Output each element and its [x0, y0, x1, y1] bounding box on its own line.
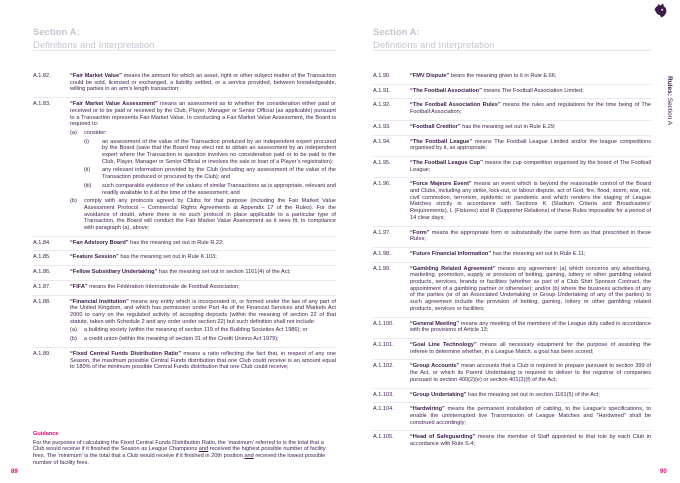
definition-text — [410, 321, 651, 334]
right-header-rule — [373, 50, 651, 51]
definition-body: means all necessary equipment for the purpose of assisting the referee to determine whether, in a League Match, a goal has been scored; — [410, 341, 651, 355]
defined-term: “The Football Association” — [410, 87, 482, 94]
definition-row — [33, 296, 336, 348]
sub-clause-text: a credit union (within the meaning of section 31 of the Credit Unions Act 1979); — [84, 336, 279, 343]
clause-number: A.1.85. — [33, 254, 51, 261]
clause-number: A.1.89. — [33, 350, 51, 357]
definition-body: means the Fédération Internationale de Football Association; — [87, 283, 240, 290]
definition-row — [373, 403, 651, 431]
definition-body: means The Football Association Limited; — [481, 87, 584, 94]
clause-number: A.1.99. — [373, 265, 391, 272]
definition-text — [410, 406, 651, 426]
definition-body: means The Football League Limited and/or the league competitions organised by it, as appropriate; — [410, 138, 652, 152]
clause-number: A.1.87. — [33, 283, 51, 290]
sub-clause — [70, 198, 336, 232]
defined-term: “Financial Institution” — [70, 298, 129, 305]
definition-text — [410, 160, 651, 173]
definition-body: means the rules and regulations for the time being of The Football Association; — [410, 102, 651, 116]
defined-term: “Football Creditor” — [410, 123, 461, 130]
defined-term: “General Meeting” — [410, 320, 460, 327]
sub-clause-label: (a) — [70, 327, 77, 334]
definition-text — [410, 266, 651, 313]
definition-body: has the meaning set out in Rule E.11; — [491, 250, 586, 257]
sub-clause — [70, 327, 336, 334]
sub-clause-label: (i) — [84, 138, 89, 145]
side-tab-rules-label: Rules: — [666, 76, 673, 96]
sub-sub-clause — [70, 167, 336, 180]
clause-number: A.1.96. — [373, 181, 391, 188]
definition-body: means any entity which is incorporated in, or formed under the law of any part of the United Kingdom, and which has permission under Part 4a of the Financial Services and Markets Act 2000 to carry on the regulated activity of accepting deposits (within the meaning of section 22 of that statute, taken with Schedule 2 and any order under section 22) but such definition shall not include: — [70, 298, 336, 325]
defined-term: “Hardwiring” — [410, 406, 445, 413]
definition-body: has the meaning set out in Rule E.29; — [460, 123, 556, 130]
sub-clause-text: consider: — [84, 129, 107, 136]
definition-row — [373, 85, 651, 100]
sub-clause-text: a building society (within the meaning of section 119 of the Building Societies Act 1986); or — [84, 327, 308, 334]
left-header-title: Section A: — [33, 27, 80, 38]
definition-body: means a ratio reflecting the fact that, in respect of any one Season, the maximum possible Central Funds distribution that one Club could receive is an amount equal to 180% of the minimum possible Central Funds distribution that one Club could receive; — [70, 350, 336, 371]
defined-term: “Fair Market Value Assessment” — [70, 101, 158, 108]
definition-text — [70, 73, 336, 93]
defined-term: “Fixed Central Funds Distribution Ratio” — [70, 350, 181, 357]
definition-text — [410, 392, 651, 399]
definition-body: bears the meaning given to it in Rule E.66; — [449, 73, 557, 79]
definition-row — [373, 178, 651, 226]
definition-row — [33, 348, 336, 375]
clause-number: A.1.92. — [373, 102, 391, 109]
definition-body: has the meaning set out in Rule R.22; — [128, 239, 224, 246]
definition-body: means the member of Staff appointed to that role by each Club in accordance with Rule S.4; — [410, 434, 651, 448]
definition-text — [410, 363, 651, 383]
definition-text — [410, 181, 651, 221]
definition-row — [33, 70, 336, 98]
clause-number: A.1.95. — [373, 159, 391, 166]
definition-row — [373, 389, 651, 404]
sub-clause-label: (b) — [70, 198, 77, 205]
definition-text — [70, 269, 336, 276]
definition-row — [373, 431, 651, 451]
left-definitions-column — [33, 70, 336, 375]
defined-term: “FIFA” — [70, 283, 88, 290]
definition-text — [70, 240, 336, 247]
sub-sub-clause — [70, 139, 336, 166]
definition-body: means the cup competition organised by the board of The Football League; — [410, 159, 651, 173]
defined-term: “Group Accounts” — [410, 363, 460, 370]
clause-number: A.1.86. — [33, 269, 51, 276]
definition-row — [373, 99, 651, 120]
clause-number: A.1.88. — [33, 298, 51, 305]
left-header-subtitle: Definitions and Interpretation — [33, 40, 155, 51]
definition-row — [373, 248, 651, 263]
sub-clause-label: (ii) — [84, 167, 91, 174]
definition-row — [373, 318, 651, 339]
side-section-tab[interactable] — [663, 76, 675, 136]
defined-term: “The Football League Cup” — [410, 159, 483, 166]
definition-text — [70, 284, 336, 291]
definition-body: means an event which is beyond the reasonable control of the Board and Clubs, including any strike, lock-out, or labour dispute, act of God, fire, flood, storm, war, riot, civil commotion, terrorism, epidemic or pandemic and which renders the staging of League Matches strictly in accordance with Sections K (Stadium Criteria and Broadcasters’ Requirements), L (Fixtures) and R (Supporter Relations) of these Rules impossible for a period of 14 clear days; — [410, 181, 652, 221]
definition-body: has the meaning set out in Rule K.103; — [118, 254, 217, 261]
clause-number: A.1.98. — [373, 250, 391, 257]
guidance-title: Guidance — [33, 431, 59, 437]
definition-text — [410, 88, 651, 95]
definition-body: means the permanent installation of cabling, to the League’s specifications, to enable the uninterrupted live Transmission of League Matches and “Hardwired” shall be construed accordingly; — [410, 406, 651, 426]
defined-term: “Group Undertaking” — [410, 391, 467, 398]
definition-row — [33, 266, 336, 281]
definition-row — [373, 157, 651, 178]
clause-number: A.1.102. — [373, 363, 394, 370]
defined-term: “Feature Session” — [70, 254, 119, 261]
definition-row — [33, 251, 336, 266]
left-page-header — [33, 27, 154, 51]
definition-body: mean accounts that a Club is required to prepare pursuant to section 399 of the Act, or which its Parent Undertaking is required to deliver to the registrar of companies pursuant to section 400(2)(e) or section 401(2)(f) of the Act; — [410, 363, 651, 383]
definition-body: has the meaning set out in section 1161(5) of the Act; — [466, 391, 600, 398]
defined-term: “Head of Safeguarding” — [410, 434, 476, 441]
defined-term: “Goal Line Technology” — [410, 341, 477, 348]
sub-clause-label: (iii) — [84, 182, 92, 189]
definition-text — [410, 73, 651, 80]
definition-text — [70, 351, 336, 371]
sub-clause-label: (a) — [70, 129, 77, 136]
clause-number: A.1.101. — [373, 341, 394, 348]
sub-clause-text: comply with any protocols agreed by Clubs for that purpose (including the Fair Market Value Assessment Protocol – Commercial Rights Agreements at Appendix 17 of the Rules). For the avoidance of doubt, where there is no such protocol in place applicable to a particular type of Transaction, the Board will conduct the Fair Market Value Assessment as it sees fit, in compliance with paragraph (a), above; — [84, 198, 336, 232]
defined-term: “Future Financial Information” — [410, 250, 492, 257]
definition-row — [33, 281, 336, 296]
sub-clause-text: any relevant information provided by the Club (including any assessment of the value of the Transaction produced or procured by the Club); and — [102, 167, 336, 181]
right-header-title: Section A: — [373, 27, 420, 38]
clause-number: A.1.84. — [33, 239, 51, 246]
definition-row — [373, 360, 651, 388]
clause-number: A.1.91. — [373, 87, 391, 94]
right-page-header — [373, 27, 494, 51]
clause-number: A.1.105. — [373, 434, 394, 441]
definition-text — [70, 254, 336, 261]
definition-body: means any agreement: (a) which concerns any advertising, marketing, promotion, supply or provision of betting, gaming, lottery or other gambling related products, services, brands or facilities (whether as part of a Club Shirt Sponsor Contract, the appointment of a gambling partner or otherwise); and/or (b) where the business activities of any of the parties (or of an Associated Undertaking or Group Undertaking of any of the parties) to such agreement include the provision of betting, gaming, lottery or other gambling related products, services or facilities; — [410, 265, 651, 312]
defined-term: “The Football Association Rules” — [410, 102, 501, 109]
right-page-number: 90 — [660, 469, 667, 475]
guidance-note — [33, 431, 336, 467]
definition-body: means an assessment as to whether the consideration either paid or received or to be paid or received by the Club, Player, Manager or Senior Official (as applicable) pursuant to a Transaction represents Fair Market Value. In conducting a Fair Market Value Assessment, the Board is required to: — [70, 101, 336, 128]
sub-clause — [70, 336, 336, 343]
definition-row — [373, 227, 651, 248]
sub-clause-text: such comparable evidence of the values of similar Transactions as is appropriate, relevant and readily available to it at the time of the assessment; and — [102, 182, 336, 196]
clause-number: A.1.82. — [33, 73, 51, 79]
definition-text — [410, 434, 651, 447]
definition-text — [70, 101, 336, 232]
definition-row — [373, 70, 651, 85]
definition-row — [373, 263, 651, 318]
defined-term: “Force Majeure Event” — [410, 181, 472, 188]
right-definitions-column — [373, 70, 651, 452]
defined-term: “Fan Advisory Board” — [70, 239, 129, 246]
defined-term: “Fellow Subsidiary Undertaking” — [70, 269, 158, 276]
clause-number: A.1.94. — [373, 138, 391, 145]
clause-number: A.1.83. — [33, 101, 51, 108]
clause-number: A.1.100. — [373, 320, 394, 327]
clause-number: A.1.93. — [373, 123, 391, 130]
definition-text — [410, 251, 651, 258]
definition-text — [410, 102, 651, 115]
defined-term: “FMV Dispute” — [410, 73, 450, 79]
sub-sub-clause — [70, 183, 336, 196]
definition-text — [410, 230, 651, 243]
definition-row — [33, 98, 336, 237]
sub-clause — [70, 130, 336, 137]
sub-clause-label: (b) — [70, 336, 77, 343]
definition-body: has the meaning set out in section 1161(4) of the Act; — [157, 269, 291, 276]
definition-body: means any meeting of the members of the League duly called in accordance with the provisions of Article 13; — [410, 320, 651, 334]
guidance-text: For the purposes of calculating the Fixed Central Funds Distribution Ratio, the ‘maximum’ referred to is the total that a Club would receive if it finished the Season as League Champions and received the highest possible number of facility fees. The ‘minimum’ is the total that a Club would receive if it finished in 20th position and received the lowest possible number of facility fees. — [33, 439, 326, 466]
definition-text — [70, 299, 336, 343]
defined-term: “The Football League” — [410, 138, 473, 145]
defined-term: “Fair Market Value” — [70, 73, 122, 79]
side-tab-section-label: Section A — [666, 97, 673, 126]
left-header-rule — [33, 50, 336, 51]
definition-row — [373, 136, 651, 157]
right-header-subtitle: Definitions and Interpretation — [373, 40, 495, 51]
defined-term: “Gambling Related Agreement” — [410, 265, 496, 272]
clause-number: A.1.90. — [373, 73, 391, 79]
definition-text — [410, 139, 651, 152]
definition-row — [373, 121, 651, 136]
definition-text — [410, 124, 651, 131]
clause-number: A.1.97. — [373, 229, 391, 236]
clause-number: A.1.104. — [373, 406, 394, 413]
definition-body: means the amount for which an asset, right or other subject matter of the Transaction could be sold, licensed or exchanged, a liability settled, or a service provided, between knowledgeable, willing parties in an arm’s length transaction; — [70, 73, 336, 93]
definition-text — [410, 342, 651, 355]
left-page-number: 89 — [11, 469, 18, 475]
defined-term: “Form” — [410, 229, 430, 236]
league-lion-logo-icon — [652, 3, 669, 20]
clause-number: A.1.103. — [373, 391, 394, 398]
definition-body: means the appropriate form or substantially the same form as that prescribed in these Rules; — [410, 229, 651, 243]
sub-clause-text: an assessment of the value of the Transaction produced by an independent expert procured by the Board (save that the Board may elect not to obtain an assessment by an independent expert where the Transaction in question involves no consideration paid or to be paid to the Club, Player, Manager or Senior Official or involves the sale or loan of a Player’s registration); — [102, 138, 336, 165]
definition-row — [373, 339, 651, 360]
definition-row — [33, 237, 336, 252]
